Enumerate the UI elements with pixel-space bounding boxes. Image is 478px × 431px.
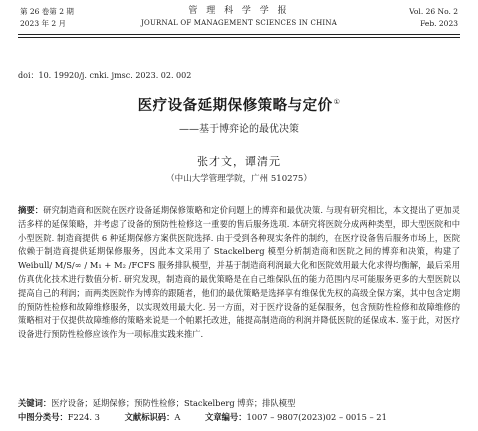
paper-subtitle: ——基于博弈论的最优决策 [179,124,299,135]
article-no-value: 1007 – 9807(2023)02 – 0015 – 21 [246,412,387,422]
journal-name-cn: 管 理 科 学 学 报 [188,6,290,16]
keywords-label: 关键词： [18,398,52,408]
doc-code-value: A [174,412,181,422]
abstract [18,204,460,342]
header-rule-thin [18,37,460,38]
journal-header [0,4,478,52]
abstract-label: 摘要： [18,205,44,215]
clc-label: 中图分类号： [18,412,68,422]
date-en: Feb. 2023 [420,19,458,28]
keywords [18,397,460,409]
authors: 张才文，谭清元 [197,155,281,168]
clc-value: F224. 3 [67,412,100,422]
abstract-text: 研究制造商和医院在医疗设备延期保修策略和定价问题上的博弈和最优决策. 与现有研究相比，本文提出了更加灵活多样的延保策略，并考虑了设备的预防性检修这一重要的售后服务选项. 本研究将医院分成两种类型，即大型医院和中小型医院. 制造商提供 6 种延期保修方案供医院选择. 由于受到各种现实条件的制约，在医疗设备售后服务市场上，医院依赖于制造商提供延期保修服务，因此本文采用了 Stackelberg 模型分析制造商和医院之间的博弈和决策，构建了 Weibull/ M/S/∞ / M₁ + M₂ /FCFS 服务排队模型，并基于制造商利润最大化和医院效用最大化求得均衡解，最后采用仿真优化技术进行数值分析. 研究发现，制造商的最优策略是在自己维保队伍的能力范围内尽可能服务更多的大型医院以提高自己的利润；而两类医院作为博弈的跟随者，他们的最优策略是选择享有维保优先权的高级全保方案，其中包含定期的预防性检修和故障维修服务，以实现效用最大化. 另一方面，对于医疗设备的延保服务，包含预防性检修和故障维修的策略相对于仅提供故障维修的策略来说是一个帕累托改进，能提高制造商的利润并降低医院的延保成本. 鉴于此，对医疗设备进行预防性检修应该作为一项标准实践来推广. [18,205,460,340]
volume-cn: 第 26 卷第 2 期 [20,7,74,16]
header-right [409,6,458,30]
keywords-text: 医疗设备；延期保修；预防性检修；Stackelberg 博弈；排队模型 [51,398,296,408]
doc-code-label: 文献标识码： [124,412,175,422]
classification-info [18,411,460,423]
header-center [0,4,478,29]
title-footnote-marker[interactable]: ① [333,98,341,107]
date-cn: 2023 年 2 月 [20,19,67,28]
paper-title-text: 医疗设备延期保修策略与定价 [137,98,333,114]
volume-en: Vol. 26 No. 2 [409,7,458,16]
affiliation: （中山大学管理学院，广州 510275） [166,174,312,184]
article-no-label: 文章编号： [205,412,247,422]
doi[interactable]: doi：10. 19920/j. cnki. jmsc. 2023. 02. 002 [18,71,192,80]
journal-name-en: JOURNAL OF MANAGEMENT SCIENCES IN CHINA [141,19,337,27]
paper-title [0,94,478,115]
header-rule-thick [18,34,460,35]
